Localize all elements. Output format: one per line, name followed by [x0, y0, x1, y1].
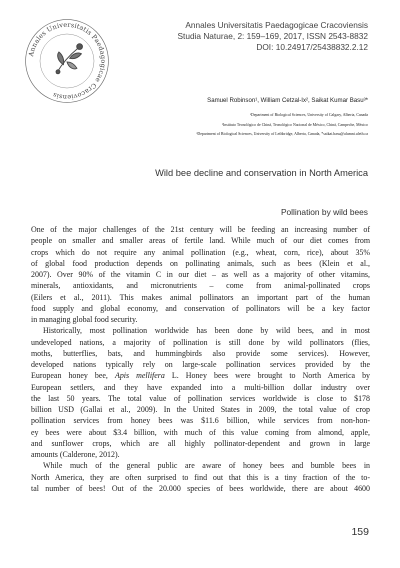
section-title: Pollination by wild bees — [280, 207, 368, 217]
text-line: billion USD (Gallai et al., 2009). In the United States in 2009, the total value of crop — [31, 405, 370, 414]
university-seal-icon — [22, 16, 112, 106]
body-text — [31, 224, 370, 494]
text-segment: L. Honey bees were brought to North America by — [171, 371, 371, 381]
journal-name: Annales Universitatis Paedagogicae Cracoviensis — [185, 20, 368, 30]
text-line: and sunflower crops, which are all highly pollinator-dependent and grown in large — [31, 438, 370, 448]
text-line: the last 50 years. The total value of pollination services worldwide is close to $178 — [31, 393, 370, 403]
text-line: tal number of bees! Out of the 20.000 species of bees worldwide, there are about 4600 — [31, 483, 370, 493]
text-segment: European honey bee, — [31, 371, 108, 381]
text-line: While much of the general public are aware of honey bees and bumble bees in — [43, 461, 370, 471]
journal-issue: Studia Naturae, 2: 159–169, 2017, ISSN 2543-8832 — [177, 31, 368, 42]
text-line: of global food production depends on pollinating animals, such as bees (Klein et al., — [31, 258, 370, 268]
affiliation-3: ³Department of Biological Sciences, University of Lethbridge, Alberta, Canada, *saikat.basu@alumni.uleth.ca — [196, 132, 368, 137]
text-line: developed nations typically rely on large-scale pollination services provided by the — [31, 360, 370, 369]
doi: DOI: 10.24917/25438832.2.12 — [256, 42, 368, 53]
text-line: pollination services from honey bees was $11.6 billion, while services from non-hon- — [31, 416, 370, 426]
leaf-sprig-icon — [56, 44, 82, 74]
affiliation-1: ¹Department of Biological Sciences, University of Calgary, Alberta, Canada — [249, 113, 368, 117]
article-title: Wild bee decline and conservation in North America — [155, 168, 368, 178]
text-line: ey bees were about $3.4 billion, with much of this value coming from almond, apple, — [31, 427, 370, 437]
journal-header — [138, 20, 368, 54]
author-list: Samuel Robinson¹, William Cetzal-Ix², Saikat Kumar Basu³* — [207, 97, 368, 104]
text-line: One of the major challenges of the 21st century will be feeding an increasing number of — [31, 225, 370, 234]
text-line: European settlers, and they have expanded into a multi-billion dollar industry over — [31, 382, 370, 392]
page-number: 159 — [351, 526, 369, 538]
svg-text:Annales Universitatis Paedagog — [27, 21, 107, 102]
text-line: crops which do not require any animal pollination (e.g., wheat, corn, rice), about 35% — [31, 247, 370, 257]
text-line: undeveloped nations, a majority of pollination is still done by wild pollinators (flies, — [31, 337, 370, 347]
species-name: Apis mellifera — [114, 371, 165, 381]
text-line: minerals, antioxidants, and micronutrients – come from animal-pollinated crops — [31, 281, 370, 291]
text-line: moths, butterflies, bats, and hummingbirds also provide some services). However, — [31, 348, 370, 358]
text-line: (Eilers et al., 2011). This makes animal pollinators an important part of the human — [31, 292, 370, 302]
text-line: people on smaller and smaller areas of fertile land. While much of our diet comes from — [31, 236, 370, 246]
seal-ring-text: Annales Universitatis Paedagogicae Cracoviensis — [27, 20, 108, 102]
text-line: in managing global food security. — [31, 315, 138, 324]
text-line: North America, they are often surprised to find out that this is a tiny fraction of the to- — [31, 472, 370, 482]
text-line: 2007). Over 90% of the vitamin C in our diet – as well as a majority of other vitamins, — [31, 270, 370, 279]
text-line — [31, 370, 370, 381]
text-line: amounts (Calderone, 2012). — [31, 450, 120, 459]
text-line: Historically, most pollination worldwide has been done by wild bees, and in most — [43, 326, 370, 336]
affiliation-2: ²Instituto Tecnológico de Chiná, Tecnológico Nacional de México, Chiná, Campeche, México — [221, 122, 368, 127]
text-line: food supply and global economy, and conservation of pollinators will be a key factor — [31, 303, 370, 313]
affiliations — [68, 111, 368, 140]
